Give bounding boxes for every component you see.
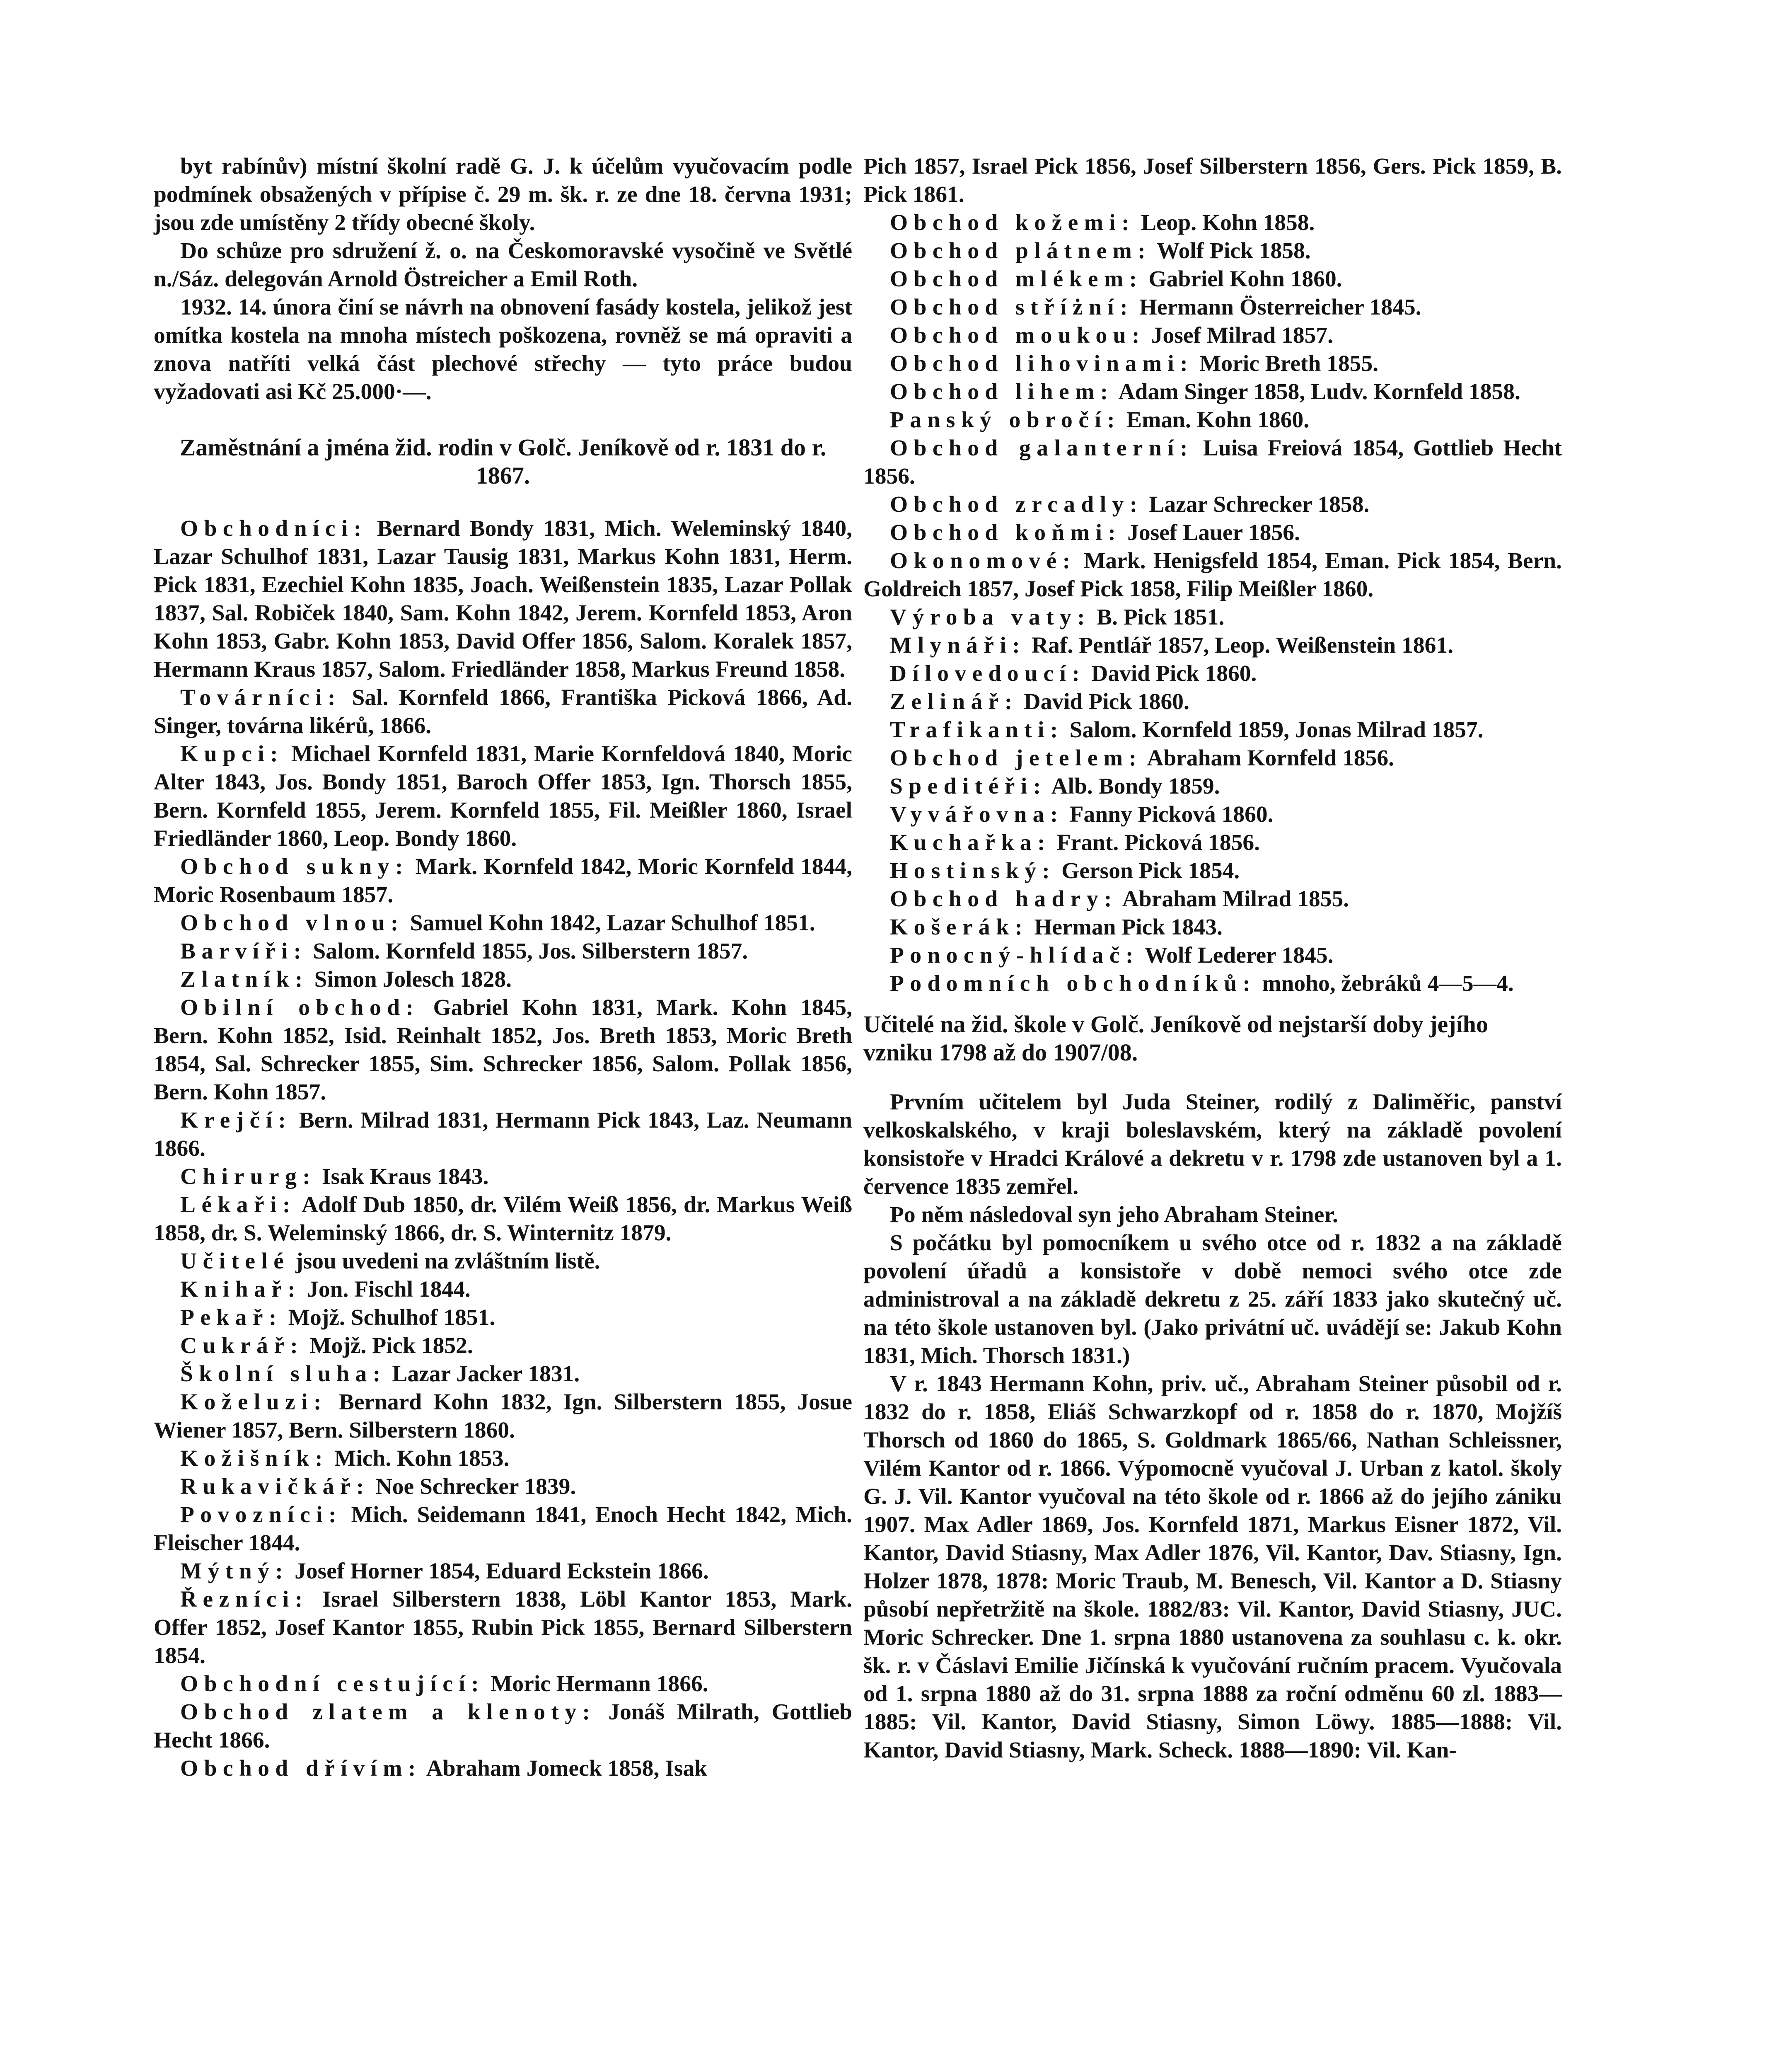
intro-paragraph-2: Do schůze pro sdružení ž. o. na Českomoravské vysočině ve Světlé n./Sáz. delegován Arnold Östreicher a Emil Roth.	[154, 238, 852, 292]
occupation-entry	[154, 1360, 852, 1388]
occupation-label: Obchod plátnem:	[890, 238, 1152, 264]
occupation-label: Krejčí:	[180, 1108, 292, 1133]
occupation-entry	[154, 1388, 852, 1445]
occupation-entry	[863, 716, 1562, 744]
occupation-label: Mlynáři:	[890, 633, 1026, 658]
occupation-names: Herman Pick 1843.	[1034, 915, 1223, 940]
occupation-label: Povozníci:	[180, 1502, 342, 1527]
occupation-entry	[863, 603, 1562, 632]
occupation-names: Michael Kornfeld 1831, Marie Kornfeldová 1840, Moric Alter 1843, Jos. Bondy 1851, Baroch Offer 1853, Ign. Thorsch 1855, Bern. Kornfeld 1855, Jerem. Kornfeld 1855, Fil. Meißler 1860, Israel Friedländer 1860, Leop. Bondy 1860.	[154, 741, 853, 851]
occupation-names: Mojž. Schulhof 1851.	[288, 1305, 495, 1330]
occupation-names: Josef Milrad 1857.	[1151, 323, 1334, 348]
occupation-names: Gabriel Kohn 1860.	[1148, 266, 1342, 292]
occupation-label: Obchod jetelem:	[890, 746, 1143, 771]
occupation-label: Ponocný-hlídač:	[890, 943, 1139, 968]
occupation-label: Obchodní cestující:	[180, 1671, 485, 1697]
occupation-entry	[154, 1585, 852, 1670]
occupation-entry	[154, 853, 852, 909]
occupation-label: Obchod vlnou:	[180, 910, 404, 936]
occupation-label: Kupci:	[180, 741, 284, 767]
occupation-label: Obchod sukny:	[180, 854, 409, 879]
occupation-entry	[154, 1501, 852, 1557]
occupation-names: Moric Hermann 1866.	[491, 1671, 708, 1697]
occupation-label: Obchod zrcadly:	[890, 492, 1143, 517]
left-column	[154, 152, 852, 1783]
occupation-names: Alb. Bondy 1859.	[1051, 774, 1220, 799]
occupation-entry	[154, 1163, 852, 1191]
occupation-names: Josef Lauer 1856.	[1127, 520, 1300, 545]
occupation-entry	[863, 519, 1562, 547]
occupation-entry	[154, 1473, 852, 1501]
occupation-names: Mich. Kohn 1853.	[334, 1446, 510, 1471]
occupation-entry	[154, 740, 852, 853]
occupation-label: Obchod mlékem:	[890, 266, 1143, 292]
occupation-names: B. Pick 1851.	[1096, 605, 1225, 630]
right-column	[863, 152, 1562, 1765]
occupation-entry	[154, 1755, 852, 1783]
occupation-entry	[863, 547, 1562, 603]
occupation-names: Bernard Kohn 1832, Ign. Silberstern 1855, Josue Wiener 1857, Bern. Silberstern 1860.	[154, 1389, 852, 1443]
occupation-entry	[863, 772, 1562, 801]
occupation-entry	[863, 293, 1562, 322]
occupation-entry	[154, 1304, 852, 1332]
occupation-label: Učitelé	[180, 1249, 290, 1274]
occupation-names: Luisa Freiová 1854, Gottlieb Hecht 1856.	[863, 436, 1562, 489]
occupation-entry	[863, 688, 1562, 716]
occupation-entry	[863, 406, 1562, 434]
occupation-label: Kožišník:	[180, 1446, 329, 1471]
occupation-names: Eman. Kohn 1860.	[1126, 407, 1310, 433]
occupation-label: Knihař:	[180, 1277, 302, 1302]
occupation-entry	[863, 209, 1562, 237]
occupation-label: Košerák:	[890, 915, 1029, 940]
occupation-entry	[154, 684, 852, 740]
occupation-entry	[863, 913, 1562, 942]
occupation-names: Frant. Picková 1856.	[1056, 830, 1260, 855]
teachers-paragraph-3: S počátku byl pomocníkem u svého otce od r. 1832 a na základě povolení úřadů a konsistoře v době nemoci svého otce zde administroval a na základě dekretu z 25. září 1833 jako skutečný uč. na této škole ustanoven byl. (Jako privátní uč. uvádějí se: Jakub Kohn 1831, Mich. Thorsch 1831.)	[863, 1230, 1562, 1368]
occupation-entry	[863, 744, 1562, 772]
occupation-entry	[154, 1670, 852, 1698]
occupation-names: Mich. Seidemann 1841, Enoch Hecht 1842, Mich. Fleischer 1844.	[154, 1502, 852, 1556]
teachers-paragraph-4: V r. 1843 Hermann Kohn, priv. uč., Abraham Steiner působil od r. 1832 do r. 1858, Eliáš Schwarzkopf od r. 1858 do r. 1870, Mojžíš Thorsch od 1860 do 1865, S. Goldmark 1865/66, Nathan Schleissner, Vilém Kantor od r. 1866. Výpomocně vyučoval J. Urban z katol. školy G. J. Vil. Kantor vyučoval na této škole od r. 1866 až do jejího zániku 1907. Max Adler 1869, Jos. Kornfeld 1871, Markus Eisner 1872, Vil. Kantor, David Stiasny, Max Adler 1876, Vil. Kantor, Dav. Stiasny, Ign. Holzer 1878, 1878: Moric Traub, M. Benesch, Vil. Kantor a D. Stiasny působí nepřetržitě na škole. 1882/83: Vil. Kantor, David Stiasny, JUC. Moric Schrecker. Dne 1. srpna 1880 ustanovena za souhlasu c. k. okr. šk. r. v Čáslavi Emilie Jičínská k vyučování ručním pracem. Vyučovala od 1. srpna 1880 až do 31. srpna 1888 za roční odměnu 60 zl. 1883—1885: Vil. Kantor, David Stiasny, Simon Löwy. 1885—1888: Vil. Kantor, David Stiasny, Mark. Scheck. 1888—1890: Vil. Kan-	[863, 1371, 1562, 1763]
occupation-entry	[154, 994, 852, 1106]
occupation-entry	[154, 1332, 852, 1360]
intro-paragraph-3: 1932. 14. února činí se návrh na obnovení fasády kostela, jelikož jest omítka kostela na mnoha místech poškozena, rovněž se má opraviti a znova natříti velká část plechové střechy — tyto práce budou vyžadovati asi Kč 25.000·—.	[154, 295, 852, 404]
occupation-entry	[863, 237, 1562, 265]
occupation-names: Bernard Bondy 1831, Mich. Weleminský 1840, Lazar Schulhof 1831, Lazar Tausig 1831, Markus Kohn 1831, Herm. Pick 1831, Ezechiel Kohn 1835, Joach. Weißenstein 1835, Lazar Pollak 1837, Sal. Robiček 1840, Sam. Kohn 1842, Jerem. Kornfeld 1853, Aron Kohn 1853, Gabr. Kohn 1853, David Offer 1856, Salom. Koralek 1857, Hermann Kraus 1857, Salom. Friedländer 1858, Markus Freund 1858.	[154, 516, 853, 682]
occupation-names: Mojž. Pick 1852.	[309, 1333, 473, 1358]
occupation-names: Josef Horner 1854, Eduard Eckstein 1866.	[295, 1559, 709, 1584]
occupation-label: Vyvářovna:	[890, 802, 1064, 827]
occupation-label: Hostinský:	[890, 858, 1056, 884]
occupation-label: Obchod koňmi:	[890, 520, 1122, 545]
occupation-entry	[154, 1698, 852, 1755]
occupation-names: Samuel Kohn 1842, Lazar Schulhof 1851.	[410, 910, 815, 936]
occupation-names: Hermann Österreicher 1845.	[1139, 295, 1421, 320]
occupation-names: Isak Kraus 1843.	[322, 1164, 489, 1189]
occupation-label: Obchod stříżní:	[890, 295, 1134, 320]
occupation-label: Továrníci:	[180, 685, 341, 710]
occupation-names: Israel Silberstern 1838, Löbl Kantor 1853, Mark. Offer 1852, Josef Kantor 1855, Rubin Pick 1855, Bernard Silberstern 1854.	[154, 1587, 852, 1668]
occupation-label: Obchod kožemi:	[890, 210, 1136, 235]
occupation-names: Wolf Lederer 1845.	[1144, 943, 1334, 968]
occupation-names: Abraham Milrad 1855.	[1122, 886, 1349, 912]
occupation-label: Trafikanti:	[890, 717, 1064, 743]
occupation-list-continued	[863, 209, 1562, 998]
occupation-label: Zlatník:	[180, 967, 309, 992]
occupation-label: Speditéři:	[890, 774, 1047, 799]
occupation-names: Lazar Jacker 1831.	[392, 1361, 580, 1387]
occupation-names: Gabriel Kohn 1831, Mark. Kohn 1845, Bern. Kohn 1852, Isid. Reinhalt 1852, Jos. Breth 1853, Moric Breth 1854, Sal. Schrecker 1855, Sim. Schrecker 1856, Salom. Pollak 1856, Bern. Kohn 1857.	[154, 995, 852, 1105]
occupation-names: Adam Singer 1858, Ludv. Kornfeld 1858.	[1118, 379, 1520, 404]
occupation-label: Obchod dřívím:	[180, 1756, 422, 1781]
occupation-label: Rukavičkář:	[180, 1474, 370, 1499]
occupation-entry	[154, 1557, 852, 1585]
occupation-label: Zelinář:	[890, 689, 1018, 714]
occupation-names: Noe Schrecker 1839.	[375, 1474, 576, 1499]
teachers-paragraph-1: Prvním učitelem byl Juda Steiner, rodilý z Daliměřic, panství velkoskalského, v kraji boleslavském, který na základě povolení konsistoře v Hradci Králové a dekretu v r. 1798 zde ustanoven byl a 1. července 1835 zemřel.	[863, 1089, 1562, 1199]
occupation-entry	[863, 491, 1562, 519]
occupation-names: Wolf Pick 1858.	[1157, 238, 1311, 264]
occupation-names: Abraham Jomeck 1858, Isak	[426, 1756, 708, 1781]
occupation-names: Sal. Kornfeld 1866, Františka Picková 1866, Ad. Singer, továrna likérů, 1866.	[154, 685, 852, 738]
occupation-names: Adolf Dub 1850, dr. Vilém Weiß 1856, dr. Markus Weiß 1858, dr. S. Weleminský 1866, dr. S. Winternitz 1879.	[154, 1192, 852, 1246]
occupation-entry	[863, 829, 1562, 857]
occupation-entry	[154, 1106, 852, 1163]
occupation-label: Obchod zlatem a klenoty:	[180, 1699, 596, 1725]
occupation-label: Dílovedoucí:	[890, 661, 1086, 686]
occupation-entry	[863, 378, 1562, 406]
occupation-entry	[863, 265, 1562, 293]
teachers-paragraph-2: Po něm následoval syn jeho Abraham Steiner.	[890, 1202, 1338, 1227]
occupation-label: Podomních obchodníků:	[890, 971, 1257, 996]
occupation-label: Výroba vaty:	[890, 605, 1091, 630]
occupation-entry	[154, 515, 852, 684]
occupation-entry	[154, 909, 852, 937]
occupation-names: Mark. Henigsfeld 1854, Eman. Pick 1854, Bern. Goldreich 1857, Josef Pick 1858, Filip Meißler 1860.	[863, 548, 1562, 602]
occupation-label: Obchod moukou:	[890, 323, 1146, 348]
occupation-label: Barvíři:	[180, 939, 307, 964]
occupation-entry	[863, 350, 1562, 378]
occupation-names: Fanny Picková 1860.	[1069, 802, 1274, 827]
occupation-label: Okonomové:	[890, 548, 1076, 574]
occupation-entry	[154, 1247, 852, 1276]
occupation-entry	[863, 942, 1562, 970]
occupation-label: Obchodníci:	[180, 516, 367, 541]
occupation-entry	[863, 434, 1562, 491]
occupation-entry	[863, 632, 1562, 660]
occupation-names: Lazar Schrecker 1858.	[1149, 492, 1370, 517]
occupation-entry	[863, 660, 1562, 688]
occupation-entry	[863, 857, 1562, 885]
occupation-entry	[863, 322, 1562, 350]
occupation-names: Leop. Kohn 1858.	[1141, 210, 1315, 235]
occupation-list	[154, 515, 852, 1783]
occupation-names: Abraham Kornfeld 1856.	[1147, 746, 1394, 771]
occupation-names: Moric Breth 1855.	[1199, 351, 1379, 376]
occupation-label: Kuchařka:	[890, 830, 1051, 855]
occupation-entry	[154, 1276, 852, 1304]
section-heading-teachers: Učitelé na žid. škole v Golč. Jeníkově od nejstarší doby jejího vzniku 1798 až do 1907/08.	[863, 1011, 1488, 1066]
occupation-label: Obchod galanterní:	[890, 436, 1194, 461]
occupation-label: Řezníci:	[180, 1587, 309, 1612]
occupation-names: Jonáš Milrath, Gottlieb Hecht 1866.	[154, 1699, 852, 1753]
occupation-names: Salom. Kornfeld 1855, Jos. Silberstern 1857.	[313, 939, 748, 964]
section-heading-occupations: Zaměstnání a jména žid. rodin v Golč. Jeníkově od r. 1831 do r. 1867.	[179, 434, 827, 489]
occupation-label: Koželuzi:	[180, 1389, 327, 1415]
occupation-entry	[863, 801, 1562, 829]
occupation-names: Simon Jolesch 1828.	[314, 967, 512, 992]
occupation-entry	[154, 1445, 852, 1473]
occupation-label: Pekař:	[180, 1305, 283, 1330]
occupation-names: jsou uvedeni na zvláštním listě.	[295, 1249, 600, 1274]
occupation-entry	[154, 966, 852, 994]
occupation-names: Raf. Pentlář 1857, Leop. Weißenstein 1861.	[1032, 633, 1454, 658]
occupation-names: mnoho, žebráků 4—5—4.	[1262, 971, 1514, 996]
occupation-names: David Pick 1860.	[1091, 661, 1257, 686]
occupation-label: Obchod lihovinami:	[890, 351, 1194, 376]
occupation-names: Jon. Fischl 1844.	[307, 1277, 471, 1302]
occupation-label: Cukrář:	[180, 1333, 304, 1358]
occupation-label: Mýtný:	[180, 1559, 289, 1584]
occupation-label: Panský obročí:	[890, 407, 1121, 433]
occupation-label: Obilní obchod:	[180, 995, 420, 1020]
occupation-label: Obchod lihem:	[890, 379, 1114, 404]
occupation-entry	[154, 1191, 852, 1247]
occupation-label: Obchod hadry:	[890, 886, 1118, 912]
occupation-entry	[154, 937, 852, 966]
occupation-names: David Pick 1860.	[1024, 689, 1189, 714]
continuation-paragraph: Pich 1857, Israel Pick 1856, Josef Silberstern 1856, Gers. Pick 1859, B. Pick 1861.	[863, 154, 1562, 207]
occupation-label: Lékaři:	[180, 1192, 296, 1218]
occupation-names: Gerson Pick 1854.	[1061, 858, 1240, 884]
occupation-entry	[863, 970, 1562, 998]
occupation-label: Školní sluha:	[180, 1361, 387, 1387]
intro-paragraph-1: byt rabínův) místní školní radě G. J. k účelům vyučovacím podle podmínek obsažených v přípise č. 29 m. šk. r. ze dne 18. června 1931; jsou zde umístěny 2 třídy obecné školy.	[154, 154, 852, 235]
occupation-names: Salom. Kornfeld 1859, Jonas Milrad 1857.	[1069, 717, 1484, 743]
occupation-label: Chirurg:	[180, 1164, 317, 1189]
occupation-names: Mark. Kornfeld 1842, Moric Kornfeld 1844, Moric Rosenbaum 1857.	[154, 854, 852, 908]
occupation-entry	[863, 885, 1562, 913]
occupation-names: Bern. Milrad 1831, Hermann Pick 1843, Laz. Neumann 1866.	[154, 1108, 852, 1161]
